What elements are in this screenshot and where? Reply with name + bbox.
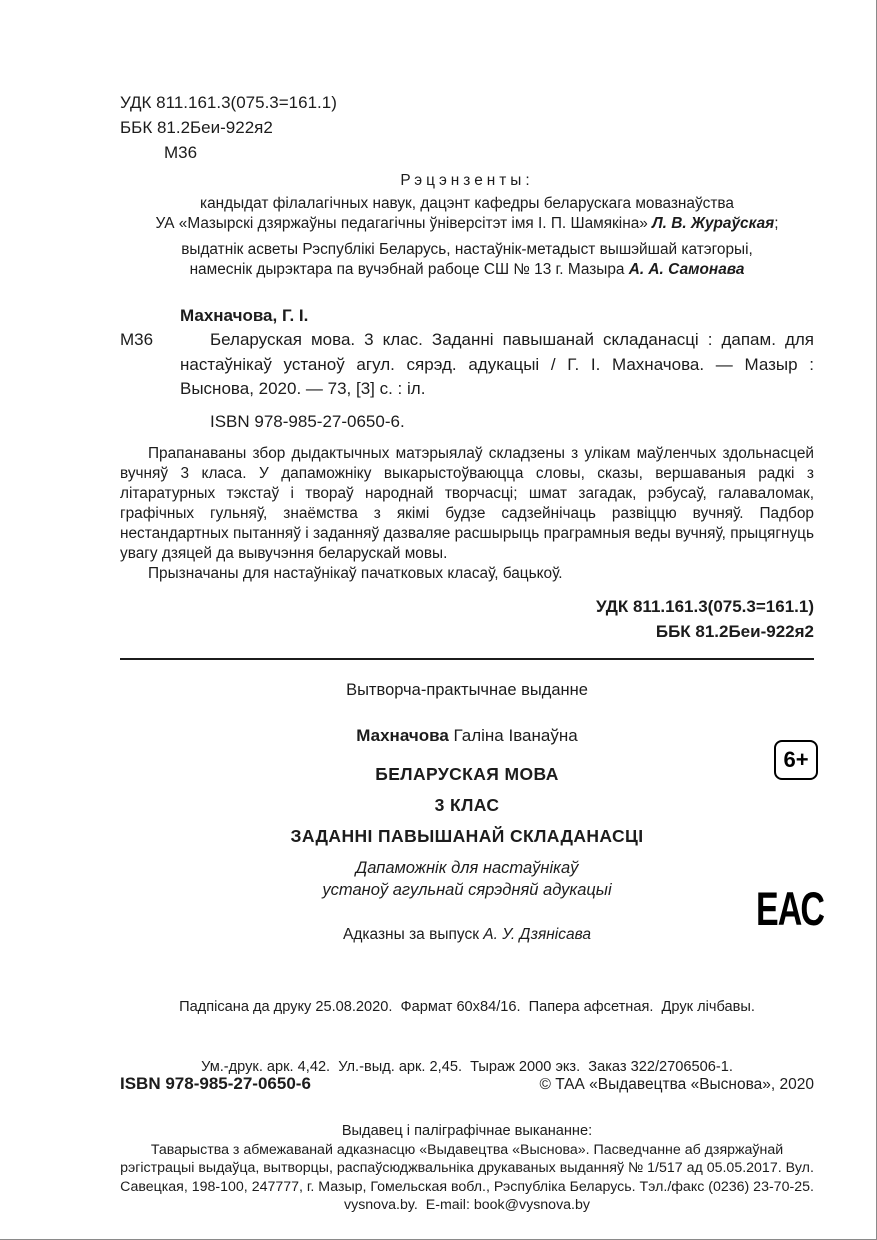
publisher-details: Таварыства з абмежаванай адказнасцю «Выдавецтва «Выснова». Пасведчанне аб дзяржаўнай рэгістрацыі выдаўца, вытворцы, распаўсюджвальніка друкаваных выданняў № 1/517 ад 05.05.2017. Вул. Савецкая, 198-100, 247777, г. Мазыр, Гомельская вобл., Рэспубліка Беларусь. Тэл./факс (0236) 23-70-25.: [120, 1141, 814, 1195]
reviewers-heading: Рэцэнзенты:: [400, 172, 534, 189]
book-subtitle-line1: Дапаможнік для настаўнікаў: [355, 858, 579, 877]
edition-type: Вытворча-практычнае выданне: [346, 680, 588, 699]
imprint-author-surname: Махначова: [356, 725, 449, 745]
responsible-label: Адказны за выпуск: [343, 925, 484, 943]
reviewer-1-affiliation: УА «Мазырскі дзяржаўны педагагічны ўніверсітэт імя І. П. Шамякіна»: [155, 215, 653, 232]
eac-conformity-mark-icon: [756, 882, 824, 936]
book-subtitle-line2: устаноў агульнай сярэдняй адукацыі: [322, 880, 612, 899]
classification-codes: [120, 90, 814, 165]
biblio-description: Беларуская мова. 3 клас. Заданні павышанай складанасці : дапам. для настаўнікаў устаноў агул. сярэд. адукацыі / Г. І. Махначова. — Мазыр : Выснова, 2020. — 73, [3] с. : іл.: [180, 330, 814, 398]
footer-copyright: © ТАА «Выдавецтва «Выснова», 2020: [539, 1076, 814, 1093]
annotation-paragraph-1: Прапанаваны збор дыдактычных матэрыялаў складзены з улікам маўленчых здольнасцей вучняў 3 класа. У дапаможніку выкарыстоўваюцца словы, сказы, вершаваныя радкі з літаратурных тэкстаў і твораў народнай творчасці; шмат загадак, рэбусаў, галаваломак, графічных гульняў, знаёмства з якімі будзе садзейнічаць развіццю вучняў. Падбор нестандартных пытанняў і заданняў дазваляе расшырыць праграмныя веды вучняў, прыцягнуць увагу дзяцей да вывучэння беларускай мовы.: [120, 444, 814, 562]
responsible-name: А. У. Дзянісава: [483, 925, 591, 943]
bbk-code: ББК 81.2Беи-922я2: [120, 118, 273, 137]
annotation: [120, 444, 814, 584]
reviewer-2-name: А. А. Самонава: [628, 261, 745, 278]
biblio-author: Махначова, Г. І.: [180, 306, 309, 325]
classification-codes-right: [120, 594, 814, 644]
book-code: М36: [164, 143, 198, 162]
annotation-paragraph-2: Прызначаны для настаўнікаў пачатковых класаў, бацькоў.: [148, 564, 563, 582]
biblio-margin-code: М36: [120, 330, 154, 349]
reviewer-1-line1: кандыдат філалагічных навук, дацэнт кафедры беларускага мовазнаўства: [200, 195, 734, 212]
bbk-code-right: ББК 81.2Беи-922я2: [655, 621, 814, 641]
book-title-line3: ЗАДАННІ ПАВЫШАНАЙ СКЛАДАНАСЦІ: [290, 825, 644, 846]
reviewer-2-affiliation: намеснік дырэктара па вучэбнай рабоце СШ № 13 г. Мазыра: [189, 261, 629, 278]
reviewer-2-line1: выдатнік асветы Рэспублікі Беларусь, настаўнік-метадыст вышэйшай катэгорыі,: [181, 241, 753, 258]
imprint-author-given: Галіна Іванаўна: [448, 725, 578, 745]
reviewer-1-name: Л. В. Жураўская: [652, 215, 775, 232]
publisher-heading: Выдавец і паліграфічнае выкананне:: [341, 1122, 593, 1139]
book-title-line1: БЕЛАРУСКАЯ МОВА: [375, 763, 559, 784]
book-subtitle: [120, 857, 814, 901]
udk-code-right: УДК 811.161.3(075.3=161.1): [596, 596, 814, 616]
reviewer-2-line2: [120, 260, 814, 280]
eac-mark-letters: ЕАС: [756, 882, 824, 936]
age-rating-badge: 6+: [774, 740, 818, 780]
footer-isbn: ISBN 978-985-27-0650-6: [120, 1074, 311, 1093]
biblio-entry: [120, 328, 814, 402]
udk-code: УДК 811.161.3(075.3=161.1): [120, 93, 337, 112]
book-title-line2: 3 КЛАС: [434, 794, 500, 815]
responsible-for-issue: [120, 925, 814, 945]
biblio-isbn: ISBN 978-985-27-0650-6.: [210, 411, 405, 431]
reviewers-section: [120, 171, 814, 280]
reviewer-1-separator: ;: [774, 215, 779, 232]
imprint-author: [120, 725, 814, 746]
reviewer-1-line2: [120, 214, 814, 234]
print-info-line1: Падпісана да друку 25.08.2020. Фармат 60х84/16. Папера афсетная. Друк лічбавы.: [179, 998, 755, 1015]
print-info-line2: Ум.-друк. арк. 4,42. Ул.-выд. арк. 2,45. Тыраж 2000 экз. Заказ 322/2706506-1.: [201, 1058, 733, 1075]
publisher-contact: vysnova.by. E-mail: book@vysnova.by: [344, 1197, 590, 1213]
section-divider: [120, 658, 814, 660]
page-footer: [120, 1074, 814, 1094]
